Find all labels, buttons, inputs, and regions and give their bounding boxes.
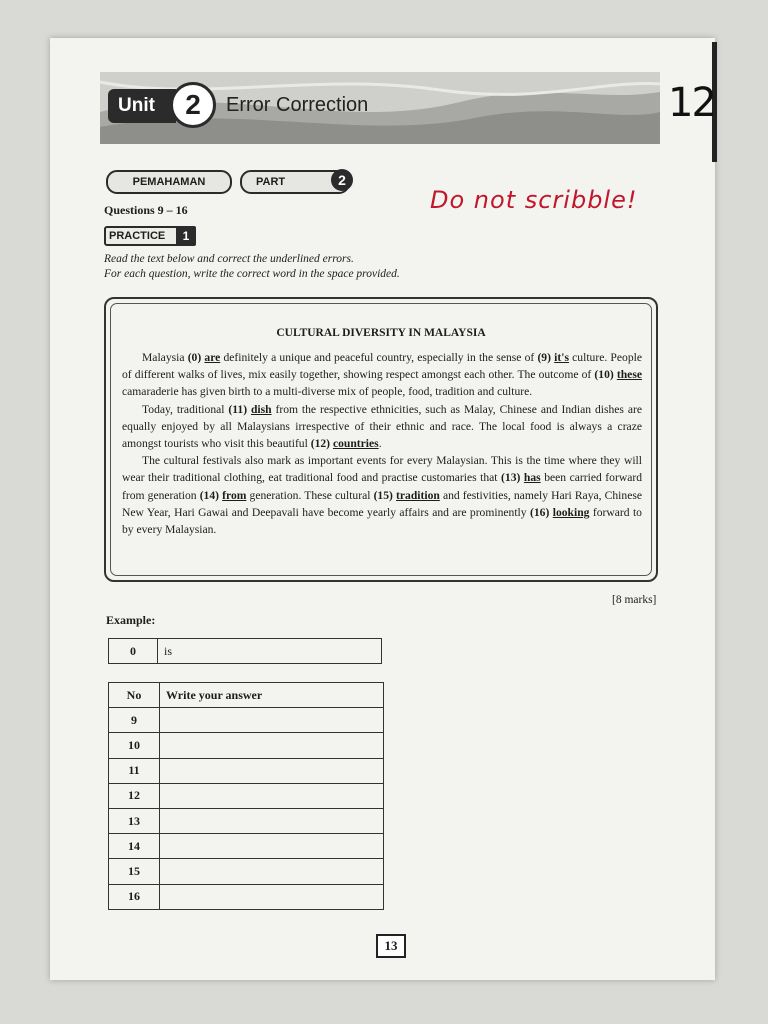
answer-table — [108, 682, 384, 910]
practice-tag: PRACTICE — [104, 226, 181, 246]
marks-label: [8 marks] — [612, 594, 657, 606]
example-number: 0 — [109, 639, 158, 664]
question-number: (14) — [199, 488, 220, 502]
answer-cell[interactable] — [160, 884, 384, 909]
example-answer: is — [158, 639, 382, 664]
row-number: 10 — [109, 733, 160, 758]
row-number: 15 — [109, 859, 160, 884]
paragraph-1: Malaysia (0) are definitely a unique and peaceful country, especially in the sense of (9) it's culture. People of different walks of lives, mix easily together, showing respect amongst each other. The outcome of (10) these camaraderie has given birth to a multi-diverse mix of people, food, tradition and culture. — [122, 351, 642, 399]
question-number: (16) — [529, 505, 550, 519]
instructions — [104, 252, 504, 282]
underlined-error: are — [204, 351, 221, 364]
underlined-error: has — [523, 471, 541, 485]
question-number: (12) — [310, 437, 331, 451]
practice-number: 1 — [176, 226, 196, 246]
header-no: No — [109, 683, 160, 708]
table-row — [109, 884, 384, 909]
table-row — [109, 834, 384, 859]
answer-cell[interactable] — [160, 834, 384, 859]
row-number: 11 — [109, 758, 160, 783]
underlined-error: looking — [552, 505, 590, 519]
answer-cell[interactable] — [160, 783, 384, 808]
underlined-error: from — [222, 488, 247, 502]
passage-title: CULTURAL DIVERSITY IN MALAYSIA — [276, 327, 486, 339]
question-number: (13) — [501, 471, 521, 485]
table-row — [109, 859, 384, 884]
instruction-line-2: For each question, write the correct word in the space provided. — [104, 268, 400, 280]
pemahaman-tag: PEMAHAMAN — [106, 170, 232, 194]
part-number: 2 — [331, 169, 353, 191]
unit-number: 2 — [170, 82, 216, 128]
table-row — [109, 708, 384, 733]
row-number: 13 — [109, 808, 160, 833]
question-number: (10) — [594, 368, 614, 382]
paragraph-2: Today, traditional (11) dish from the respective ethnicities, such as Malay, Chinese and Indian dishes are equally enjoyed by all Malaysians irrespective of their ethnic and race. The local food is always a craze amongst tourists who visit this beautiful (12) countries. — [122, 402, 642, 451]
questions-range: Questions 9 – 16 — [104, 203, 188, 217]
question-number: (11) — [228, 402, 248, 416]
row-number: 9 — [109, 708, 160, 733]
question-number: (9) — [537, 351, 551, 364]
passage-text — [122, 349, 642, 538]
underlined-error: these — [616, 368, 642, 382]
unit-label: Unit — [108, 89, 176, 123]
paragraph-3: The cultural festivals also mark as important events for every Malaysian. This is the time where they will wear their traditional clothing, eat traditional food and practise customaries that (13) has been carried forward from generation (14) from generation. These cultural (15) tradition and festivities, namely Hari Raya, Chinese New Year, Hari Gawai and Deepavali have become yearly affairs and are prominently (16) looking forward to by every Malaysian. — [122, 454, 643, 537]
table-row — [109, 758, 384, 783]
example-label: Example: — [106, 613, 156, 627]
underlined-error: countries — [332, 437, 379, 451]
answer-cell[interactable] — [160, 859, 384, 884]
page-number: 13 — [376, 934, 406, 958]
underlined-error: dish — [250, 402, 272, 416]
question-number: (15) — [373, 488, 393, 502]
row-number: 14 — [109, 834, 160, 859]
header-answer: Write your answer — [160, 683, 384, 708]
table-row — [109, 639, 382, 664]
answer-cell[interactable] — [160, 733, 384, 758]
underlined-error: tradition — [396, 488, 440, 502]
part-tag: PART — [240, 170, 350, 194]
corner-page-number: 12 — [668, 80, 715, 126]
answer-cell[interactable] — [160, 708, 384, 733]
table-row — [109, 733, 384, 758]
answer-cell[interactable] — [160, 808, 384, 833]
unit-title: Error Correction — [226, 94, 369, 116]
instruction-line-1: Read the text below and correct the underlined errors. — [104, 253, 354, 265]
table-row — [109, 808, 384, 833]
underlined-error: it's — [554, 351, 569, 364]
example-table — [108, 638, 382, 664]
row-number: 16 — [109, 884, 160, 909]
table-header-row — [109, 683, 384, 708]
question-number: (0) — [187, 351, 202, 364]
table-row — [109, 783, 384, 808]
answer-cell[interactable] — [160, 758, 384, 783]
passage-box — [104, 297, 658, 582]
row-number: 12 — [109, 783, 160, 808]
handwritten-note: Do not scribble! — [430, 186, 638, 214]
